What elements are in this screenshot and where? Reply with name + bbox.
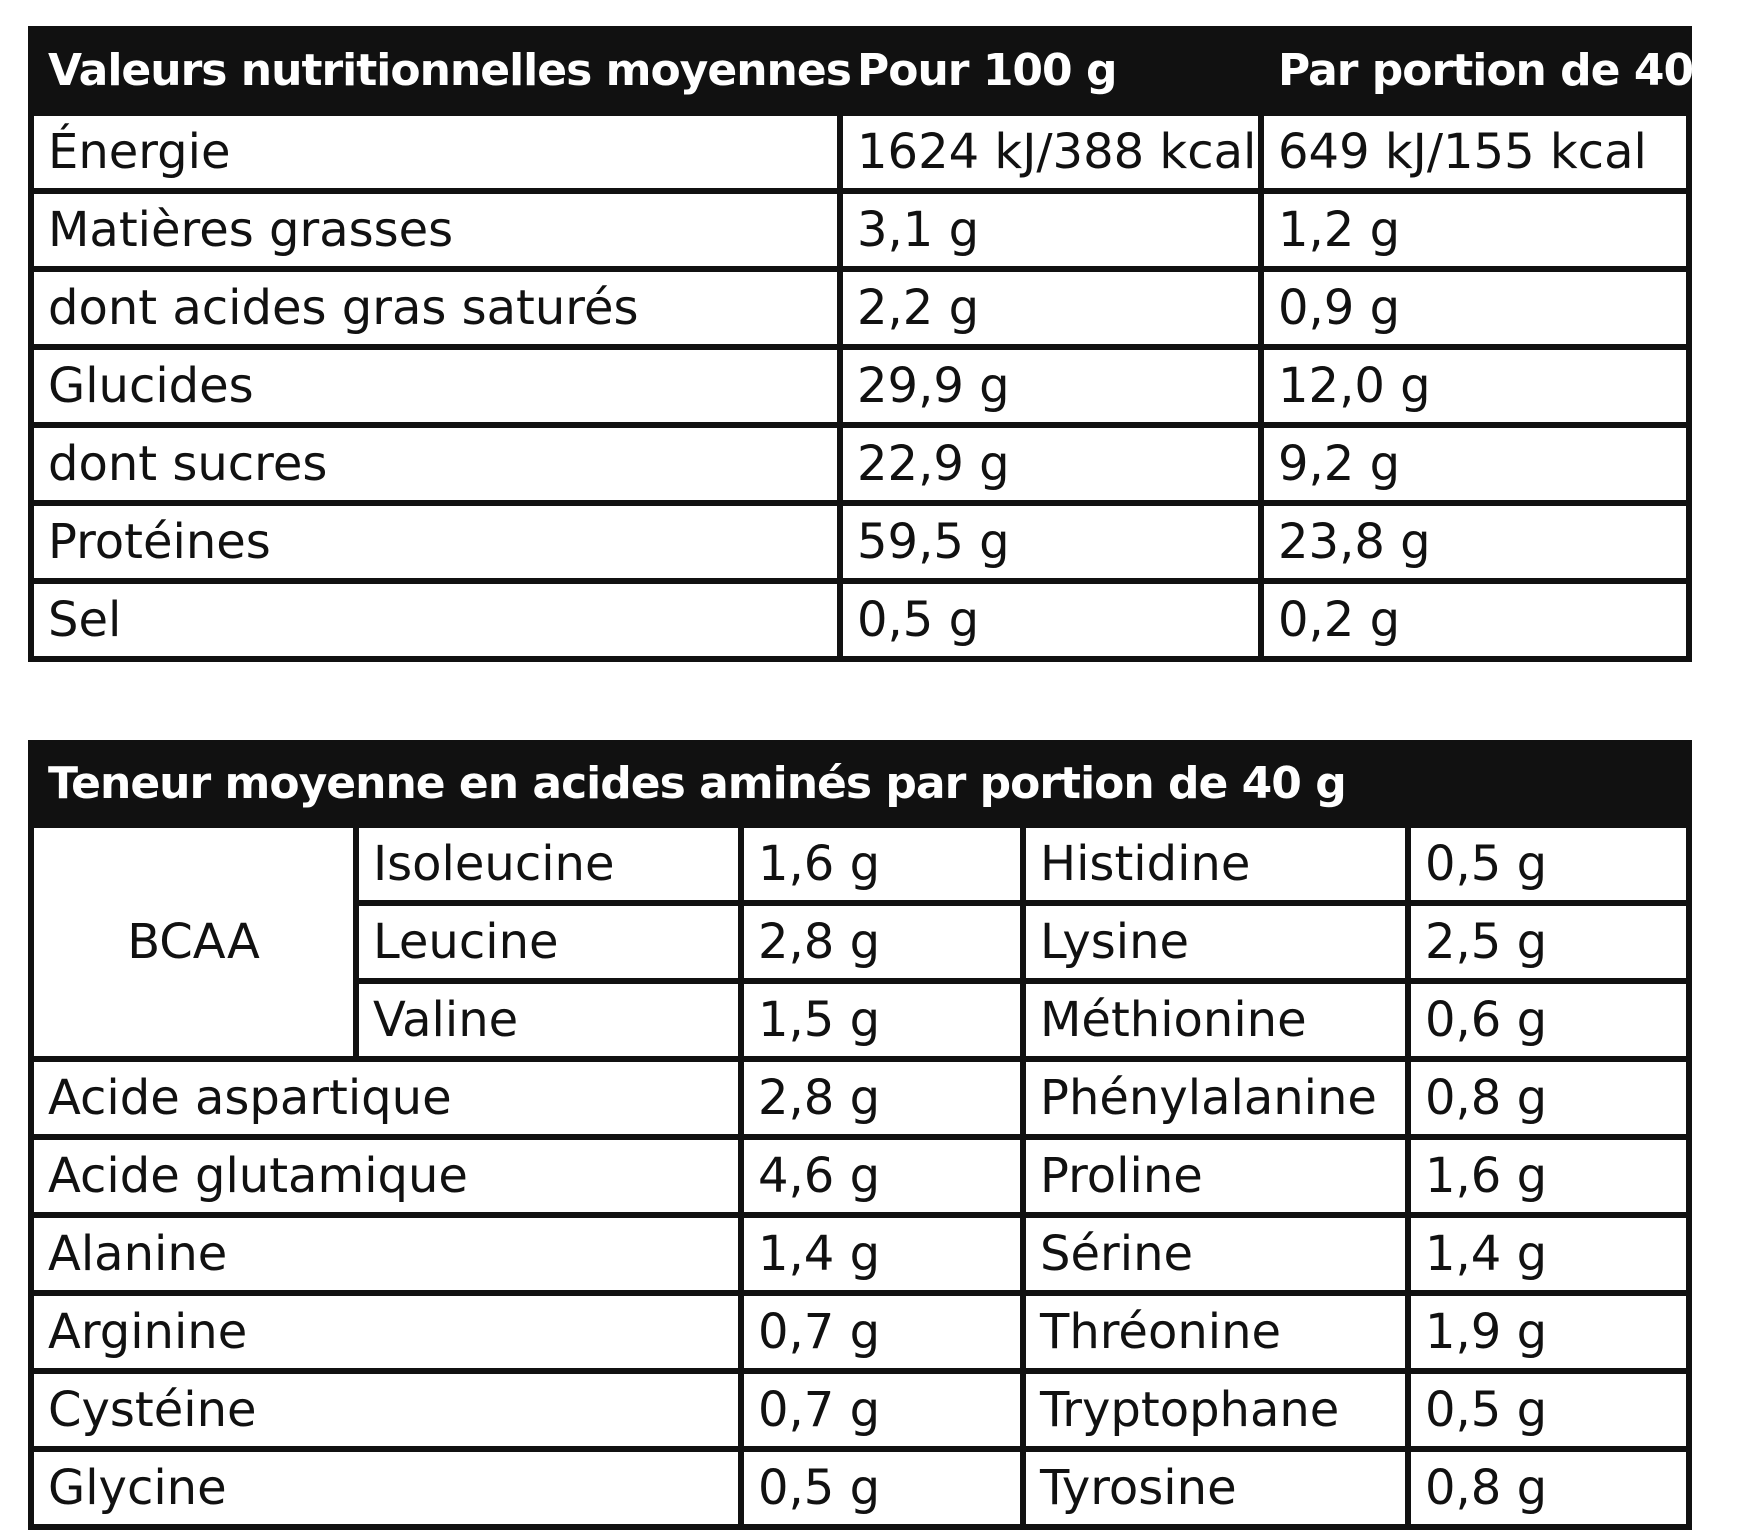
nutrient-per100: 22,9 g xyxy=(840,425,1261,503)
amino-name: Glycine xyxy=(31,1449,741,1527)
table-row xyxy=(31,191,1689,269)
amino-name: Valine xyxy=(356,981,741,1059)
table-row xyxy=(31,1137,1689,1215)
table-row xyxy=(31,1293,1689,1371)
amino-name: Phénylalanine xyxy=(1023,1059,1408,1137)
amino-value: 0,5 g xyxy=(741,1449,1023,1527)
amino-value: 0,6 g xyxy=(1408,981,1689,1059)
amino-name: Thréonine xyxy=(1023,1293,1408,1371)
nutrient-per-portion: 0,2 g xyxy=(1261,581,1689,659)
table-row xyxy=(31,1215,1689,1293)
amino-value: 1,5 g xyxy=(741,981,1023,1059)
amino-value: 0,7 g xyxy=(741,1371,1023,1449)
amino-value: 0,5 g xyxy=(1408,825,1689,903)
nutrition-table xyxy=(28,26,1738,662)
amino-name: Méthionine xyxy=(1023,981,1408,1059)
amino-name: Cystéine xyxy=(31,1371,741,1449)
nutrient-label: dont sucres xyxy=(31,425,840,503)
nutrient-per100: 29,9 g xyxy=(840,347,1261,425)
amino-value: 1,4 g xyxy=(1408,1215,1689,1293)
table-row xyxy=(31,1371,1689,1449)
amino-name: Proline xyxy=(1023,1137,1408,1215)
nutrient-label: Énergie xyxy=(31,113,840,191)
amino-value: 0,7 g xyxy=(741,1293,1023,1371)
amino-value: 1,6 g xyxy=(741,825,1023,903)
amino-name: Arginine xyxy=(31,1293,741,1371)
nutrient-per-portion: 0,9 g xyxy=(1261,269,1689,347)
amino-name: Isoleucine xyxy=(356,825,741,903)
nutrient-label: Matières grasses xyxy=(31,191,840,269)
nutrient-per100: 1624 kJ/388 kcal xyxy=(840,113,1261,191)
amino-value: 0,8 g xyxy=(1408,1449,1689,1527)
amino-name: Tryptophane xyxy=(1023,1371,1408,1449)
nutrient-per-portion: 12,0 g xyxy=(1261,347,1689,425)
nutrient-per100: 3,1 g xyxy=(840,191,1261,269)
nutrient-label: Sel xyxy=(31,581,840,659)
nutrition-header-label: Valeurs nutritionnelles moyennes xyxy=(31,29,840,113)
amino-value: 0,8 g xyxy=(1408,1059,1689,1137)
amino-name: Tyrosine xyxy=(1023,1449,1408,1527)
amino-value: 1,6 g xyxy=(1408,1137,1689,1215)
nutrition-header-per-portion: Par portion de 40 g xyxy=(1261,29,1689,113)
bcaa-group-label: BCAA xyxy=(31,825,356,1059)
nutrient-per100: 59,5 g xyxy=(840,503,1261,581)
amino-value: 2,8 g xyxy=(741,903,1023,981)
amino-value: 4,6 g xyxy=(741,1137,1023,1215)
table-row xyxy=(31,503,1689,581)
table-row xyxy=(31,1449,1689,1527)
nutrient-per-portion: 649 kJ/155 kcal xyxy=(1261,113,1689,191)
amino-name: Acide glutamique xyxy=(31,1137,741,1215)
amino-value: 1,9 g xyxy=(1408,1293,1689,1371)
table-row xyxy=(31,269,1689,347)
table-row xyxy=(31,825,1689,903)
table-row xyxy=(31,425,1689,503)
nutrient-per100: 2,2 g xyxy=(840,269,1261,347)
nutrition-header-per100: Pour 100 g xyxy=(840,29,1261,113)
table-row xyxy=(31,347,1689,425)
amino-value: 2,5 g xyxy=(1408,903,1689,981)
amino-table-title: Teneur moyenne en acides aminés par portion de 40 g xyxy=(31,743,1689,825)
nutrient-per-portion: 1,2 g xyxy=(1261,191,1689,269)
amino-value: 0,5 g xyxy=(1408,1371,1689,1449)
nutrient-per-portion: 9,2 g xyxy=(1261,425,1689,503)
table-row xyxy=(31,1059,1689,1137)
table-row xyxy=(31,581,1689,659)
nutrient-label: Glucides xyxy=(31,347,840,425)
amino-acid-table xyxy=(28,740,1692,1530)
nutrition-header-row xyxy=(31,29,1689,113)
amino-value: 2,8 g xyxy=(741,1059,1023,1137)
nutrient-per100: 0,5 g xyxy=(840,581,1261,659)
amino-name: Sérine xyxy=(1023,1215,1408,1293)
nutrient-label: Protéines xyxy=(31,503,840,581)
amino-name: Acide aspartique xyxy=(31,1059,741,1137)
amino-name: Lysine xyxy=(1023,903,1408,981)
amino-name: Histidine xyxy=(1023,825,1408,903)
amino-name: Alanine xyxy=(31,1215,741,1293)
nutrient-per-portion: 23,8 g xyxy=(1261,503,1689,581)
table-row xyxy=(31,113,1689,191)
amino-name: Leucine xyxy=(356,903,741,981)
amino-header-row xyxy=(31,743,1689,825)
nutrient-label: dont acides gras saturés xyxy=(31,269,840,347)
amino-value: 1,4 g xyxy=(741,1215,1023,1293)
